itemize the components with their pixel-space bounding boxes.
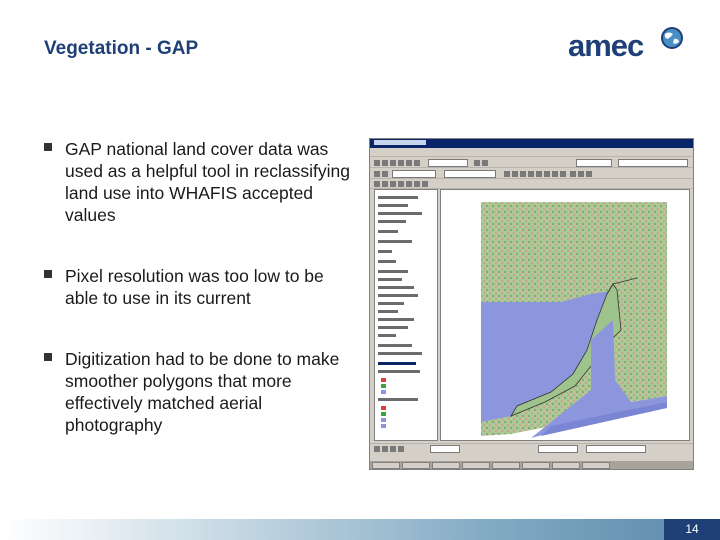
map-view bbox=[440, 189, 690, 441]
window-toolbar bbox=[370, 179, 693, 189]
window-toolbar bbox=[370, 169, 693, 179]
square-bullet-icon bbox=[44, 353, 52, 361]
globe-icon bbox=[660, 26, 684, 50]
bullet-item bbox=[44, 348, 354, 436]
page-number-box bbox=[664, 519, 720, 540]
logo-text: amec bbox=[568, 28, 644, 63]
window-menubar bbox=[370, 148, 693, 157]
slide-title: Vegetation - GAP bbox=[44, 38, 199, 59]
windows-taskbar bbox=[370, 461, 693, 470]
bullet-text: Pixel resolution was too low to be able to use in its current bbox=[65, 266, 324, 308]
bullet-item bbox=[44, 138, 354, 226]
bullet-item bbox=[44, 265, 354, 309]
bullet-list bbox=[44, 138, 354, 436]
window-toolbar bbox=[370, 158, 693, 168]
footer-bar bbox=[0, 519, 720, 540]
gis-map-screenshot bbox=[369, 138, 694, 470]
drawing-toolbar bbox=[370, 443, 693, 453]
page-number: 14 bbox=[685, 522, 699, 536]
window-titlebar bbox=[370, 139, 693, 148]
map-canvas bbox=[441, 190, 690, 441]
table-of-contents-panel bbox=[374, 189, 438, 441]
bullet-text: GAP national land cover data was used as a helpful tool in reclassifying land use into WHAFIS accepted values bbox=[65, 139, 351, 225]
bullet-text: Digitization had to be done to make smoother polygons that more effectively matched aerial photography bbox=[65, 349, 340, 435]
square-bullet-icon bbox=[44, 270, 52, 278]
square-bullet-icon bbox=[44, 143, 52, 151]
amec-logo bbox=[568, 24, 688, 72]
